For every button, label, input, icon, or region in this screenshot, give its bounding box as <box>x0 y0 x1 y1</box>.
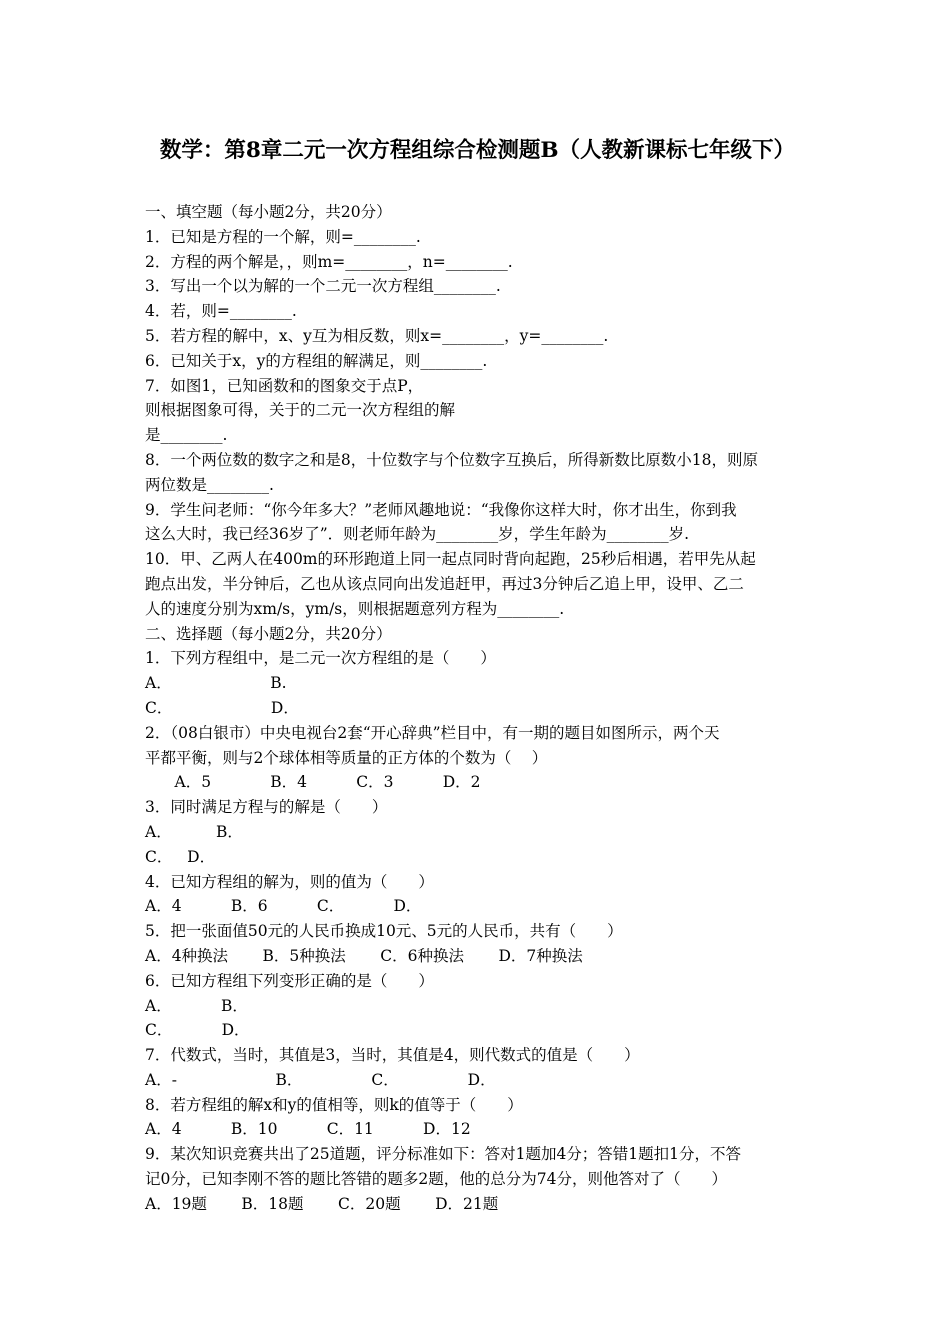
text-line: 人的速度分别为xm/s，ym/s，则根据题意列方程为________. <box>145 599 565 618</box>
text-line: A． B． <box>145 996 248 1015</box>
text-line: C． D． <box>145 698 299 717</box>
text-line: C． D． <box>145 1021 250 1040</box>
text-line: A．- B． C． D． <box>145 1070 496 1089</box>
document-body <box>145 200 810 1217</box>
text-line: 二、选择题（每小题2分，共20分） <box>145 624 392 643</box>
text-line: 2．（08白银市）中央电视台2套“开心辞典”栏目中，有一期的题目如图所示，两个天 <box>145 723 720 742</box>
text-line: 9．某次知识竞赛共出了25道题，评分标准如下：答对1题加4分；答错1题扣1分，不答 <box>145 1145 742 1164</box>
text-line: 4．已知方程组的解为，则的值为（ ） <box>145 872 434 891</box>
text-line: 7．代数式，当时，其值是3，当时，其值是4，则代数式的值是（ ） <box>145 1046 640 1065</box>
text-line: 8．若方程组的解x和y的值相等，则k的值等于（ ） <box>145 1095 523 1114</box>
text-line: A．4种换法 B．5种换法 C．6种换法 D．7种换法 <box>145 946 583 965</box>
text-line: 1．已知是方程的一个解，则=________. <box>145 227 421 246</box>
text-line: A．19题 B．18题 C．20题 D．21题 <box>145 1194 499 1213</box>
text-line: C． D． <box>145 847 216 866</box>
text-line: A． B． <box>145 822 243 841</box>
text-line: 6．已知关于x，y的方程组的解满足，则________. <box>145 351 488 370</box>
text-line: 3．写出一个以为解的一个二元一次方程组________. <box>145 277 501 296</box>
text-line: 6．已知方程组下列变形正确的是（ ） <box>145 971 434 990</box>
text-line: 2．方程的两个解是，，则m=________，n=________. <box>145 252 513 271</box>
text-line: 跑点出发，半分钟后，乙也从该点同向出发追赶甲，再过3分钟后乙追上甲，设甲、乙二 <box>145 574 744 593</box>
document-title: 数学：第8章二元一次方程组综合检测题B（人教新课标七年级下） <box>159 138 796 163</box>
text-line: 一、填空题（每小题2分，共20分） <box>145 203 392 221</box>
text-line: A． B. <box>145 674 287 693</box>
text-line: A．5 B．4 C．3 D．2 <box>145 773 481 792</box>
text-line: 1．下列方程组中，是二元一次方程组的是（ ） <box>145 649 496 668</box>
text-line: 9．学生问老师：“你今年多大？”老师风趣地说：“我像你这样大时，你才出生，你到我 <box>145 500 737 519</box>
text-line: 8．一个两位数的数字之和是8，十位数字与个位数字互换后，所得新数比原数小18，则原 <box>145 450 758 469</box>
text-line: A．4 B．10 C．11 D．12 <box>145 1120 471 1139</box>
text-line: 10．甲、乙两人在400m的环形跑道上同一起点同时背向起跑，25秒后相遇，若甲先从起 <box>145 550 756 569</box>
text-line: 则根据图象可得，关于的二元一次方程组的解 <box>145 401 456 420</box>
text-line: 5．若方程的解中，x、y互为相反数，则x=________，y=________. <box>145 326 609 345</box>
text-line: A．4 B．6 C． D． <box>145 897 422 916</box>
text-line: 平都平衡，则与2个球体相等质量的正方体的个数为（ ） <box>145 748 548 767</box>
text-line: 记0分，已知李刚不答的题比答错的题多2题，他的总分为74分，则他答对了（ ） <box>145 1170 727 1189</box>
text-line: 4．若，则=________. <box>145 302 297 321</box>
text-line: 这么大时，我已经36岁了”．则老师年龄为________岁，学生年龄为________岁. <box>145 525 690 544</box>
text-line: 3．同时满足方程与的解是（ ） <box>145 798 388 817</box>
text-line: 两位数是________. <box>145 475 274 494</box>
text-line: 7．如图1，已知函数和的图象交于点P， <box>145 376 424 395</box>
text-line: 5．把一张面值50元的人民币换成10元、5元的人民币，共有（ ） <box>145 922 623 941</box>
text-line: 是________. <box>145 426 228 445</box>
